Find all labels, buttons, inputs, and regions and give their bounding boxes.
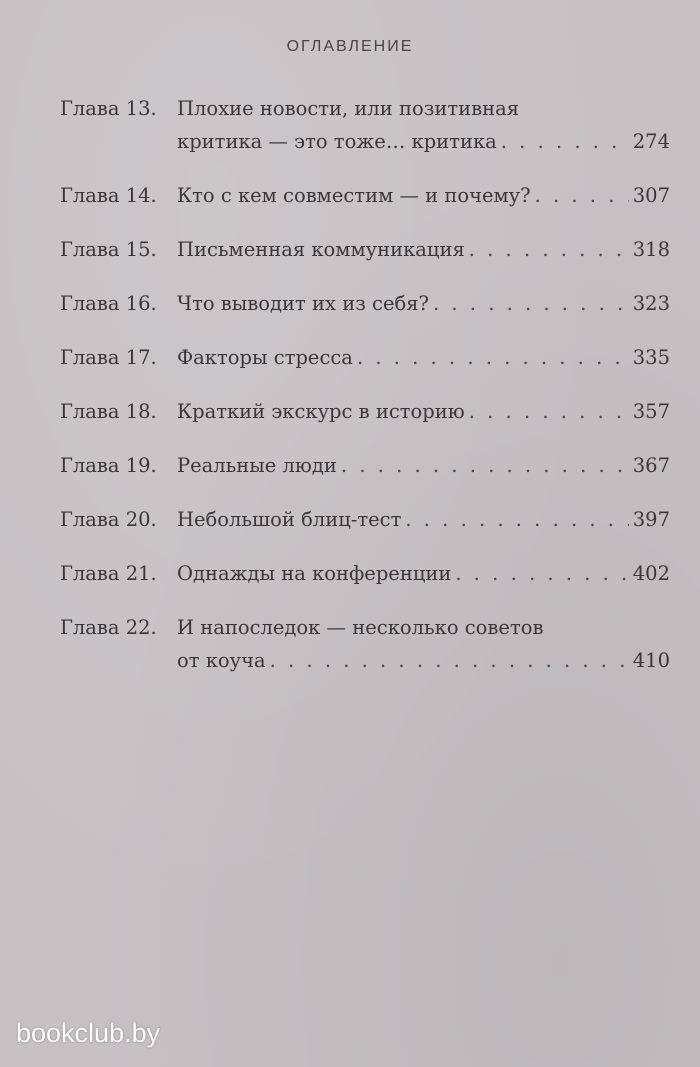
dot-leader: [455, 557, 628, 590]
dot-leader: [501, 125, 629, 158]
page-number: 397: [632, 508, 670, 531]
chapter-number: Глава 21.: [60, 562, 157, 585]
chapter-title-block: [177, 179, 670, 212]
dot-leader: [405, 503, 628, 536]
chapter-title-block: [177, 92, 670, 158]
dot-leader: [535, 179, 629, 212]
running-head: ОГЛАВЛЕНИЕ: [286, 38, 414, 55]
table-of-contents: [60, 92, 670, 698]
toc-entry-22: [60, 611, 670, 677]
chapter-title-last-line: [177, 233, 670, 266]
chapter-title: от коуча: [177, 649, 266, 672]
chapter-title-block: [177, 557, 670, 590]
dot-leader: [469, 233, 629, 266]
chapter-title: Факторы стресса: [177, 346, 353, 369]
page-number: 274: [632, 130, 670, 153]
chapter-title-last-line: [177, 125, 670, 158]
chapter-title-last-line: [177, 449, 670, 482]
chapter-title-last-line: [177, 503, 670, 536]
chapter-title-last-line: [177, 287, 670, 320]
toc-entry-13: [60, 92, 670, 158]
chapter-title-block: [177, 611, 670, 677]
chapter-title-last-line: [177, 644, 670, 677]
chapter-title-block: [177, 287, 670, 320]
page-number: 357: [632, 400, 670, 423]
page-number: 402: [632, 562, 670, 585]
chapter-title-last-line: [177, 557, 670, 590]
chapter-title: Небольшой блиц-тест: [177, 508, 402, 531]
page-number: 410: [632, 649, 670, 672]
chapter-title-last-line: [177, 179, 670, 212]
chapter-title-block: [177, 341, 670, 374]
toc-entry-18: [60, 395, 670, 428]
chapter-title: Краткий экскурс в историю: [177, 400, 465, 423]
toc-entry-14: [60, 179, 670, 212]
chapter-title: Реальные люди: [177, 454, 337, 477]
chapter-title: Кто с кем совместим — и почему?: [177, 184, 531, 207]
page-number: 335: [632, 346, 670, 369]
toc-entry-21: [60, 557, 670, 590]
chapter-title-block: [177, 449, 670, 482]
chapter-number: Глава 15.: [60, 238, 157, 261]
chapter-title-line: И напоследок — несколько советов: [177, 616, 544, 639]
chapter-title-last-line: [177, 341, 670, 374]
chapter-title: Письменная коммуникация: [177, 238, 465, 261]
toc-entry-17: [60, 341, 670, 374]
dot-leader: [341, 449, 629, 482]
chapter-title-block: [177, 395, 670, 428]
watermark: bookclub.by: [16, 1018, 161, 1048]
chapter-number: Глава 18.: [60, 400, 157, 423]
chapter-number: Глава 17.: [60, 346, 157, 369]
toc-entry-15: [60, 233, 670, 266]
dot-leader: [357, 341, 629, 374]
dot-leader: [270, 644, 629, 677]
toc-entry-16: [60, 287, 670, 320]
chapter-number: Глава 19.: [60, 454, 157, 477]
dot-leader: [469, 395, 629, 428]
chapter-title-block: [177, 503, 670, 536]
chapter-number: Глава 22.: [60, 616, 157, 639]
toc-entry-19: [60, 449, 670, 482]
chapter-title: Что выводит их из себя?: [177, 292, 429, 315]
chapter-title-last-line: [177, 395, 670, 428]
chapter-number: Глава 20.: [60, 508, 157, 531]
chapter-number: Глава 14.: [60, 184, 157, 207]
chapter-number: Глава 16.: [60, 292, 157, 315]
chapter-title: Однажды на конференции: [177, 562, 452, 585]
chapter-number: Глава 13.: [60, 97, 157, 120]
toc-entry-20: [60, 503, 670, 536]
page-number: 307: [632, 184, 670, 207]
chapter-title: критика — это тоже… критика: [177, 130, 497, 153]
page-number: 318: [632, 238, 670, 261]
page-number: 367: [632, 454, 670, 477]
chapter-title-line: Плохие новости, или позитивная: [177, 97, 520, 120]
page-number: 323: [632, 292, 670, 315]
dot-leader: [433, 287, 629, 320]
chapter-title-block: [177, 233, 670, 266]
